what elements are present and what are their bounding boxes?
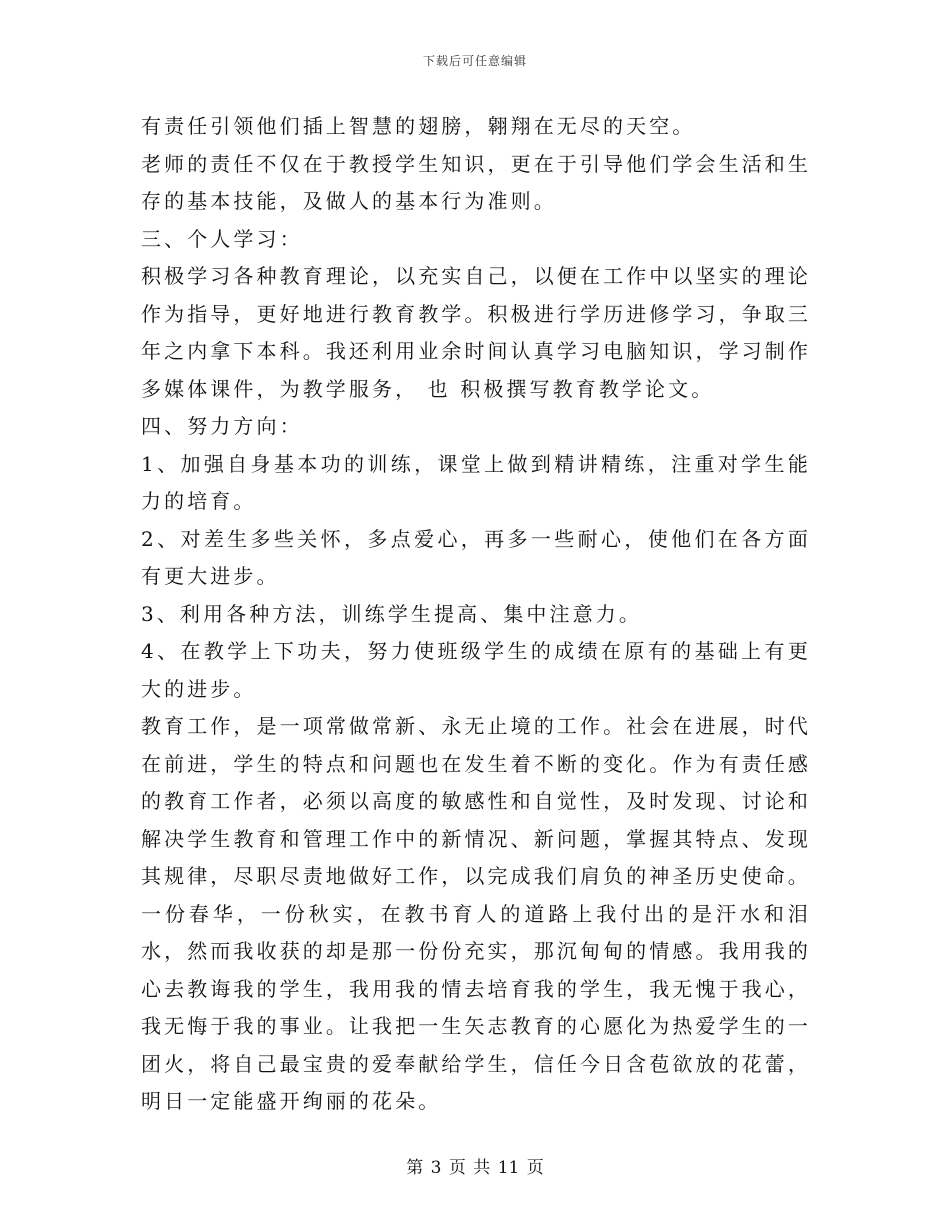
paragraph: 积极学习各种教育理论，以充实自己，以便在工作中以坚实的理论作为指导，更好地进行教育教学。积极进行学历进修学习，争取三年之内拿下本科。我还利用业余时间认真学习电脑知识，学习制作多媒体课件，为教学服务， 也 积极撰写教育教学论文。 [141,264,811,401]
section-heading: 四、努力方向： [141,414,303,438]
list-item: 1、加强自身基本功的训练，课堂上做到精讲精练，注重对学生能力的培育。 [141,451,811,513]
section-heading: 三、个人学习： [141,226,303,251]
document-body [141,108,811,1121]
list-item: 4、在教学上下功夫，努力使班级学生的成绩在原有的基础上有更大的进步。 [141,639,811,701]
paragraph: 教育工作，是一项常做常新、永无止境的工作。社会在进展，时代在前进，学生的特点和问题也在发生着不断的变化。作为有责任感的教育工作者，必须以高度的敏感性和自觉性，及时发现、讨论和解决学生教育和管理工作中的新情况、新问题，掌握其特点、发现其规律，尽职尽责地做好工作，以完成我们肩负的神圣历史使命。 [141,714,811,888]
paragraph: 老师的责任不仅在于教授学生知识，更在于引导他们学会生活和生存的基本技能，及做人的基本行为准则。 [141,151,811,213]
page-header: 下载后可任意编辑 [422,54,527,68]
page-number: 第 3 页 共 11 页 [406,1158,544,1178]
paragraph: 有责任引领他们插上智慧的翅膀，翱翔在无尽的天空。 [141,114,696,138]
paragraph: 一份春华，一份秋实，在教书育人的道路上我付出的是汗水和泪水，然而我收获的却是那一份份充实，那沉甸甸的情感。我用我的心去教诲我的学生，我用我的情去培育我的学生，我无愧于我心，我无悔于我的事业。让我把一生矢志教育的心愿化为热爱学生的一团火，将自己最宝贵的爱奉献给学生，信任今日含苞欲放的花蕾，明日一定能盛开绚丽的花朵。 [141,901,811,1113]
list-item: 3、利用各种方法，训练学生提高、集中注意力。 [141,601,642,626]
list-item: 2、对差生多些关怀，多点爱心，再多一些耐心，使他们在各方面有更大进步。 [141,526,811,588]
